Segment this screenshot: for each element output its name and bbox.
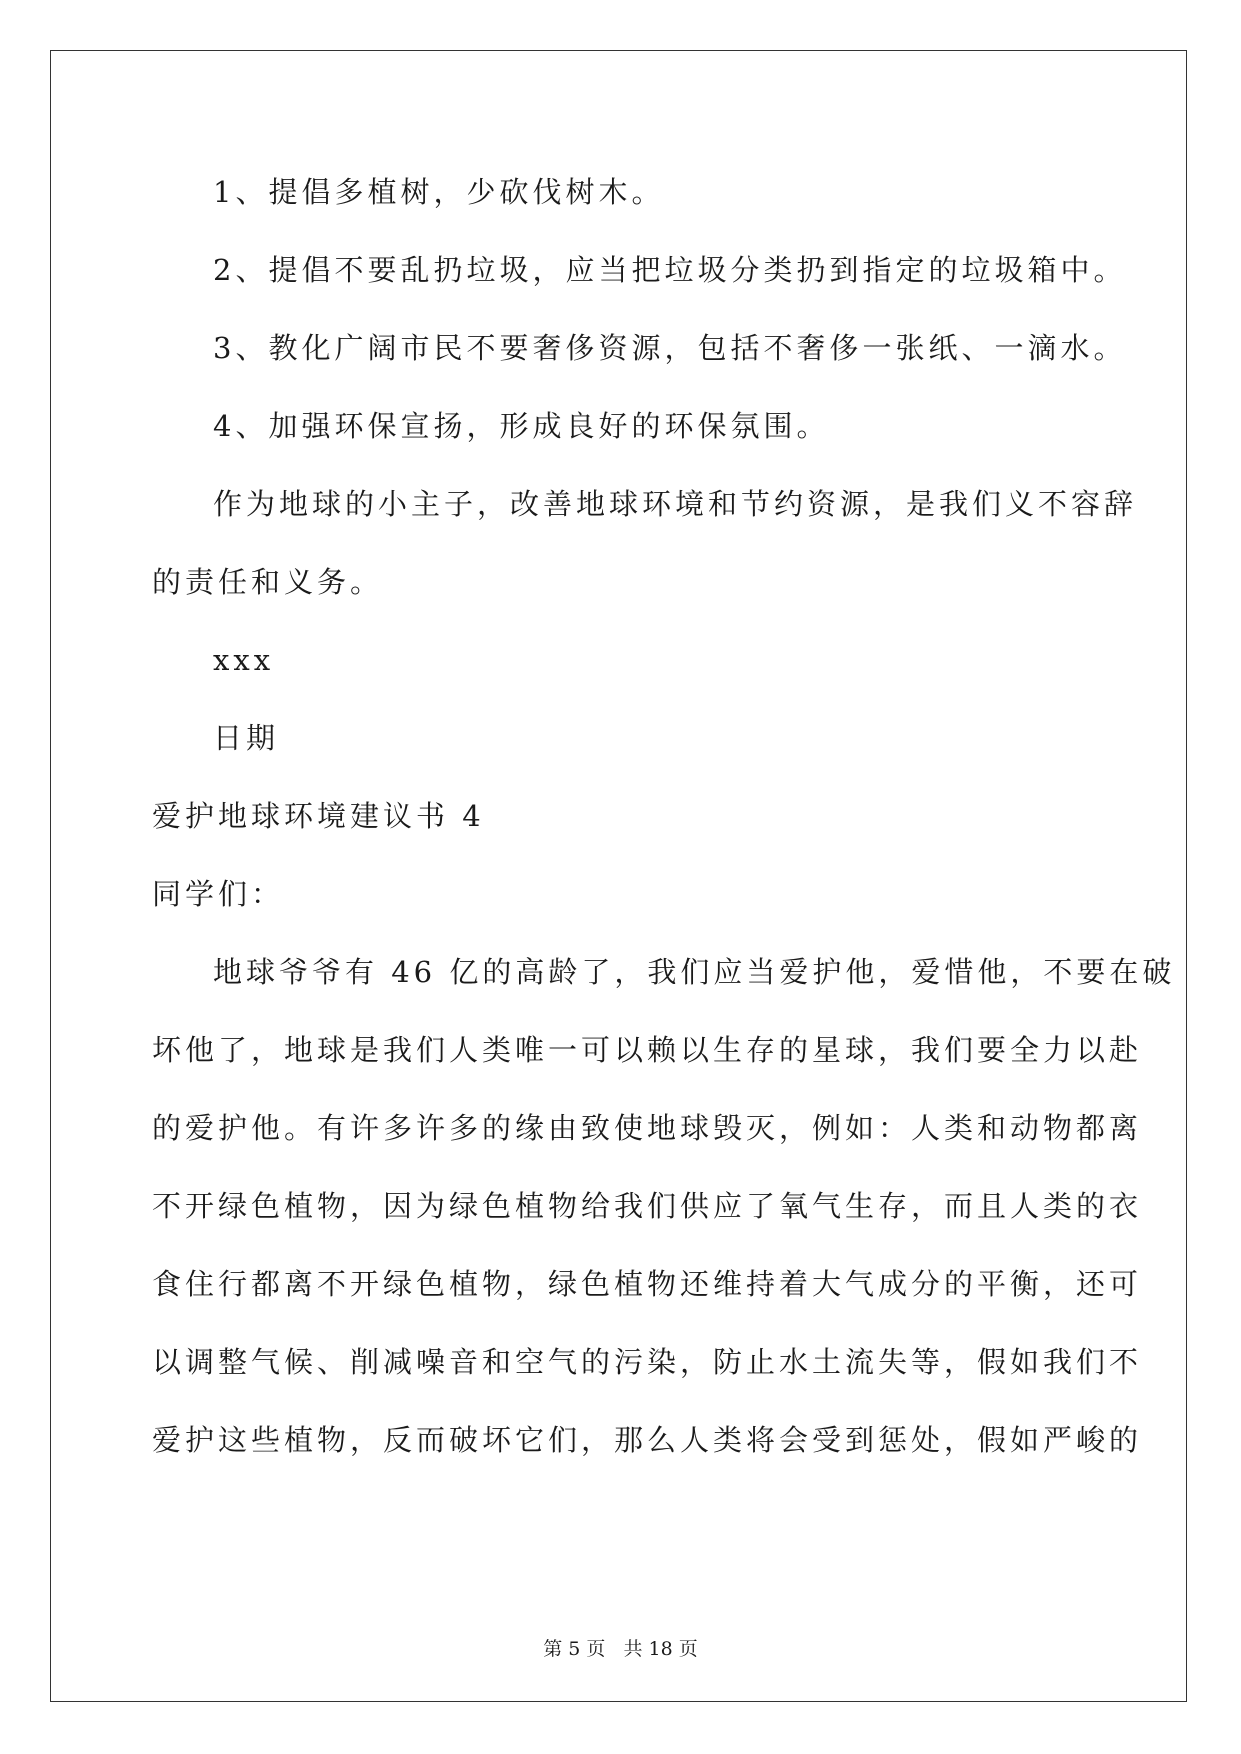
list-item: 1、提倡多植树，少砍伐树木。 (213, 175, 665, 209)
list-item: 3、教化广阔市民不要奢侈资源，包括不奢侈一张纸、一滴水。 (213, 331, 1127, 365)
signature: xxx (213, 643, 275, 677)
list-item: 4、加强环保宣扬，形成良好的环保氛围。 (213, 409, 830, 443)
salutation: 同学们： (152, 877, 285, 911)
paragraph-line: 作为地球的小主子，改善地球环境和节约资源，是我们义不容辞 (213, 487, 1138, 521)
list-item: 2、提倡不要乱扔垃圾，应当把垃圾分类扔到指定的垃圾箱中。 (213, 253, 1127, 287)
paragraph-line: 地球爷爷有 46 亿的高龄了，我们应当爱护他，爱惜他，不要在破 (213, 955, 1176, 989)
paragraph-line: 不开绿色植物，因为绿色植物给我们供应了氧气生存，而且人类的衣 (152, 1189, 1143, 1223)
paragraph-line: 食住行都离不开绿色植物，绿色植物还维持着大气成分的平衡，还可 (152, 1267, 1143, 1301)
paragraph-line: 爱护这些植物，反而破坏它们，那么人类将会受到惩处，假如严峻的 (152, 1423, 1143, 1457)
page-number: 第 5 页 共 18 页 (543, 1638, 698, 1660)
paragraph-line: 坏他了，地球是我们人类唯一可以赖以生存的星球，我们要全力以赴 (152, 1033, 1143, 1067)
section-heading: 爱护地球环境建议书 4 (152, 799, 485, 833)
paragraph-line: 的爱护他。有许多许多的缘由致使地球毁灭，例如：人类和动物都离 (152, 1111, 1143, 1145)
paragraph-line: 以调整气候、削减噪音和空气的污染，防止水土流失等，假如我们不 (152, 1345, 1143, 1379)
paragraph-line: 的责任和义务。 (152, 565, 384, 599)
date-label: 日期 (213, 721, 280, 755)
